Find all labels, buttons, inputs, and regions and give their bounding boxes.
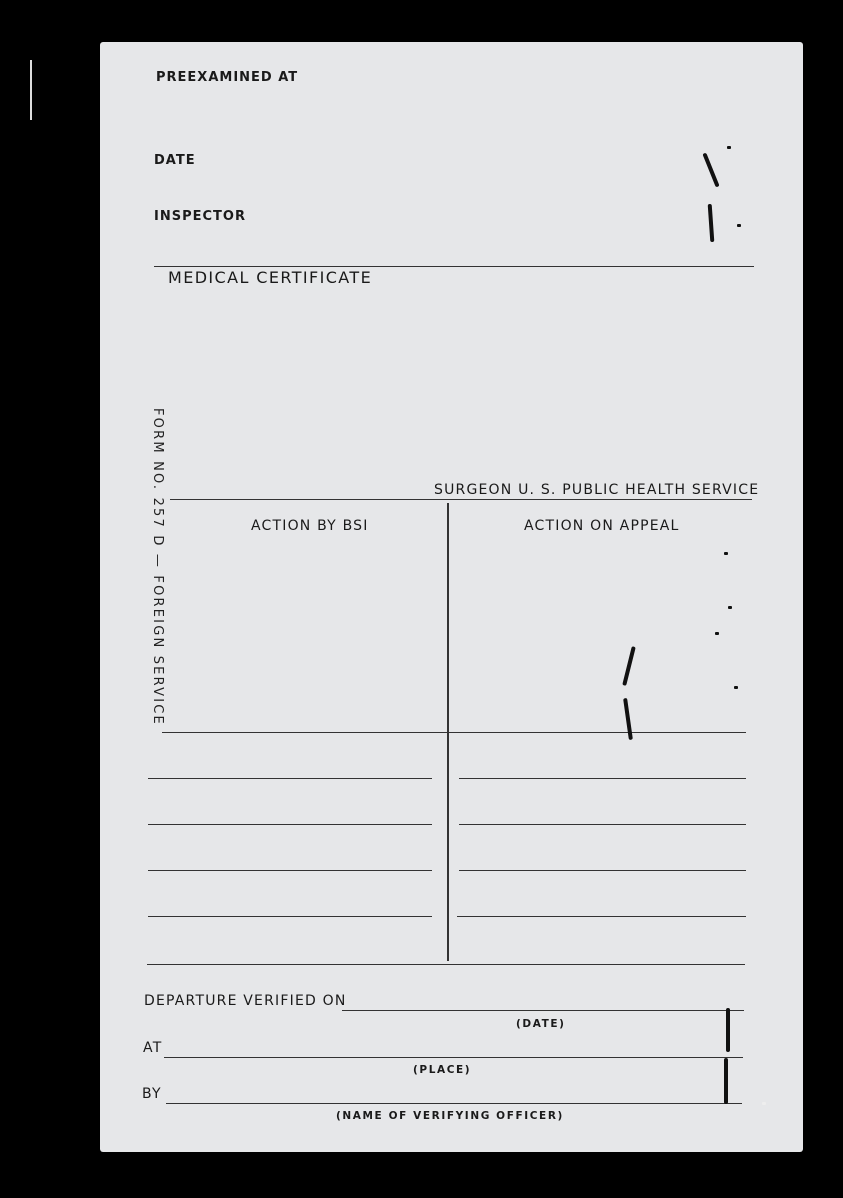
ink-dot [734,686,738,689]
bsi-line-5 [148,916,432,917]
ink-dot [762,1102,766,1105]
action-by-bsi-heading: ACTION BY BSI [251,518,369,534]
ink-dot [724,552,728,555]
action-line-1 [162,732,746,733]
departure-verified-label: DEPARTURE VERIFIED ON [144,993,347,1009]
ink-mark [724,1058,728,1104]
place-caption: (PLACE) [413,1064,472,1076]
bsi-line-3 [148,824,432,825]
bsi-line-4 [148,870,432,871]
by-label: BY [142,1086,162,1102]
departure-date-line [342,1010,744,1011]
appeal-line-5 [457,916,746,917]
ink-mark [708,204,715,242]
inspector-label: INSPECTOR [154,209,246,224]
appeal-line-2 [459,778,746,779]
form-number-vertical: FORM NO. 257 D — FOREIGN SERVICE [150,408,165,726]
ink-mark [702,153,719,188]
left-edge-mark [30,60,32,120]
appeal-line-4 [459,870,746,871]
ink-dot [737,224,741,227]
appeal-line-3 [459,824,746,825]
at-label: AT [143,1040,163,1056]
action-bottom-line [147,964,745,965]
date-caption: (DATE) [516,1018,566,1030]
place-line [164,1057,743,1058]
action-on-appeal-heading: ACTION ON APPEAL [524,518,680,534]
ink-dot [728,606,732,609]
surgeon-signature-caption: SURGEON U. S. PUBLIC HEALTH SERVICE [434,482,760,498]
medical-certificate-heading: MEDICAL CERTIFICATE [168,268,373,287]
ink-dot [715,632,719,635]
surgeon-signature-line [170,499,752,500]
officer-caption: (NAME OF VERIFYING OFFICER) [336,1110,564,1122]
medical-certificate-card [100,42,803,1152]
ink-dot [727,146,731,149]
ink-mark [622,646,636,686]
bsi-line-2 [148,778,432,779]
ink-mark [623,698,633,740]
date-label: DATE [154,153,196,168]
officer-line [166,1103,742,1104]
ink-mark [726,1008,730,1052]
preexamined-at-label: PREEXAMINED AT [156,70,299,85]
